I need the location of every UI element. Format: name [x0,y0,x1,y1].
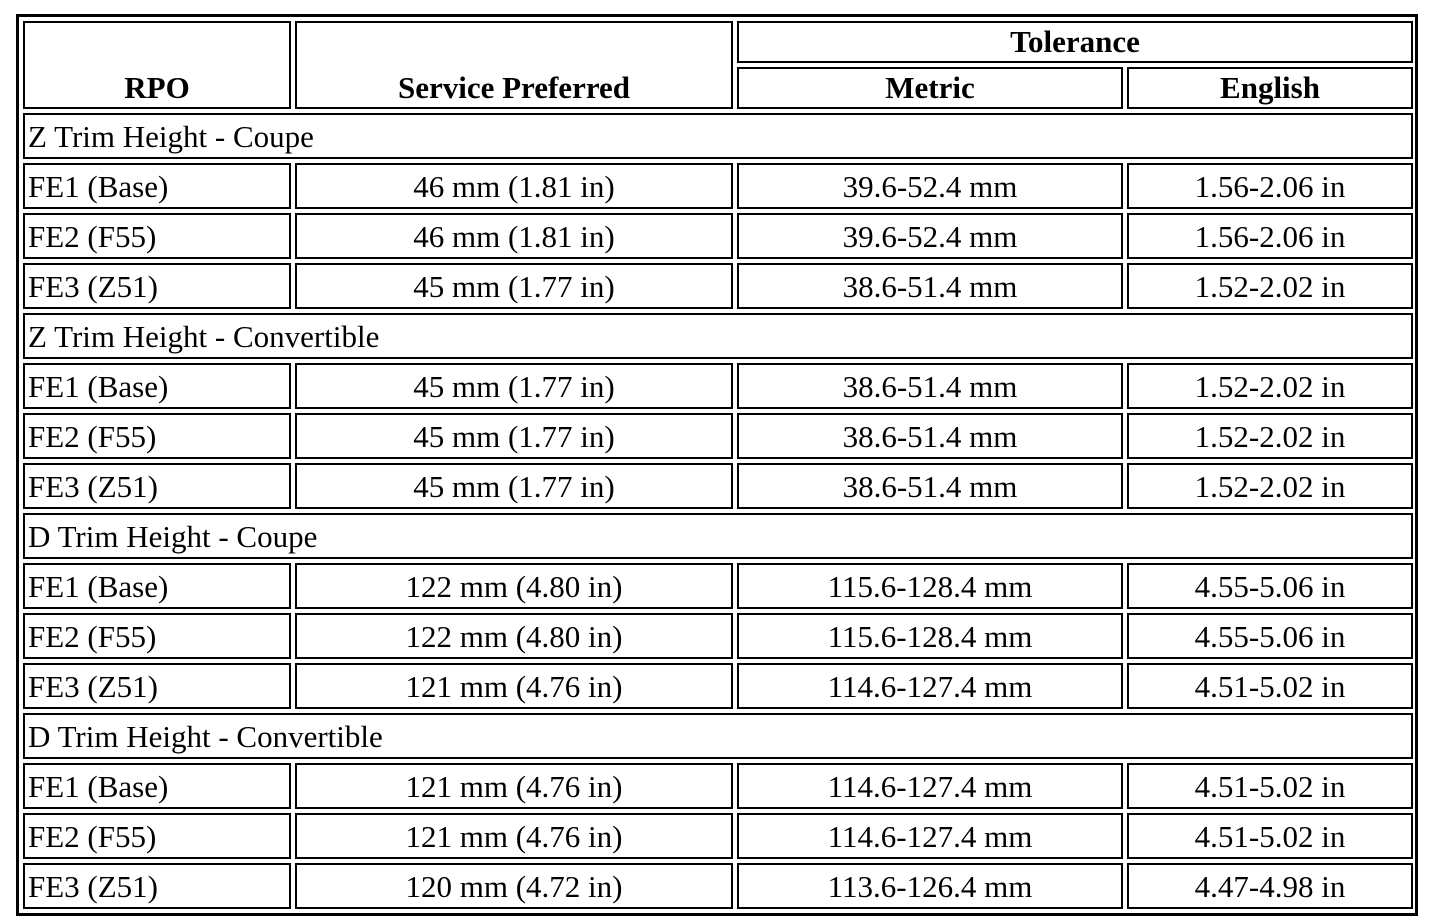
table-row [23,663,1413,709]
cell-english: 1.56-2.06 in [1127,163,1413,209]
cell-service-preferred: 45 mm (1.77 in) [295,463,733,509]
cell-rpo: FE2 (F55) [23,813,291,859]
table-row [23,413,1413,459]
table-row [23,463,1413,509]
cell-metric: 114.6-127.4 mm [737,813,1123,859]
cell-service-preferred: 46 mm (1.81 in) [295,213,733,259]
table-row [23,613,1413,659]
cell-metric: 38.6-51.4 mm [737,363,1123,409]
cell-service-preferred: 46 mm (1.81 in) [295,163,733,209]
cell-english: 4.55-5.06 in [1127,563,1413,609]
cell-rpo: FE3 (Z51) [23,463,291,509]
section-row [23,313,1413,359]
cell-metric: 113.6-126.4 mm [737,863,1123,909]
table-row [23,213,1413,259]
cell-metric: 38.6-51.4 mm [737,413,1123,459]
cell-metric: 39.6-52.4 mm [737,163,1123,209]
table-row [23,813,1413,859]
cell-service-preferred: 121 mm (4.76 in) [295,813,733,859]
cell-rpo: FE3 (Z51) [23,663,291,709]
header-english: English [1127,67,1413,109]
cell-rpo: FE1 (Base) [23,363,291,409]
header-service-preferred: Service Preferred [295,21,733,109]
cell-service-preferred: 122 mm (4.80 in) [295,563,733,609]
cell-metric: 39.6-52.4 mm [737,213,1123,259]
cell-metric: 38.6-51.4 mm [737,263,1123,309]
cell-english: 4.51-5.02 in [1127,813,1413,859]
cell-service-preferred: 45 mm (1.77 in) [295,413,733,459]
cell-english: 4.51-5.02 in [1127,663,1413,709]
cell-english: 1.52-2.02 in [1127,263,1413,309]
cell-english: 1.52-2.02 in [1127,463,1413,509]
cell-service-preferred: 45 mm (1.77 in) [295,263,733,309]
table-row [23,263,1413,309]
cell-english: 1.52-2.02 in [1127,413,1413,459]
table-row [23,163,1413,209]
table-row [23,563,1413,609]
cell-metric: 114.6-127.4 mm [737,663,1123,709]
cell-english: 1.56-2.06 in [1127,213,1413,259]
cell-rpo: FE2 (F55) [23,413,291,459]
cell-rpo: FE3 (Z51) [23,863,291,909]
cell-rpo: FE2 (F55) [23,213,291,259]
cell-service-preferred: 122 mm (4.80 in) [295,613,733,659]
section-title: Z Trim Height - Coupe [23,113,1413,159]
section-title: Z Trim Height - Convertible [23,313,1413,359]
cell-english: 4.51-5.02 in [1127,763,1413,809]
cell-metric: 115.6-128.4 mm [737,563,1123,609]
cell-english: 1.52-2.02 in [1127,363,1413,409]
cell-english: 4.55-5.06 in [1127,613,1413,659]
cell-rpo: FE1 (Base) [23,163,291,209]
cell-rpo: FE1 (Base) [23,563,291,609]
cell-metric: 38.6-51.4 mm [737,463,1123,509]
header-rpo: RPO [23,21,291,109]
cell-service-preferred: 121 mm (4.76 in) [295,763,733,809]
cell-english: 4.47-4.98 in [1127,863,1413,909]
cell-metric: 114.6-127.4 mm [737,763,1123,809]
section-row [23,713,1413,759]
section-row [23,513,1413,559]
section-title: D Trim Height - Coupe [23,513,1413,559]
table-row [23,363,1413,409]
cell-rpo: FE2 (F55) [23,613,291,659]
cell-service-preferred: 121 mm (4.76 in) [295,663,733,709]
header-tolerance: Tolerance [737,21,1413,63]
cell-service-preferred: 45 mm (1.77 in) [295,363,733,409]
cell-service-preferred: 120 mm (4.72 in) [295,863,733,909]
trim-height-table [19,17,1417,913]
cell-rpo: FE3 (Z51) [23,263,291,309]
section-row [23,113,1413,159]
section-title: D Trim Height - Convertible [23,713,1413,759]
cell-metric: 115.6-128.4 mm [737,613,1123,659]
cell-rpo: FE1 (Base) [23,763,291,809]
header-metric: Metric [737,67,1123,109]
table-row [23,763,1413,809]
table-row [23,863,1413,909]
